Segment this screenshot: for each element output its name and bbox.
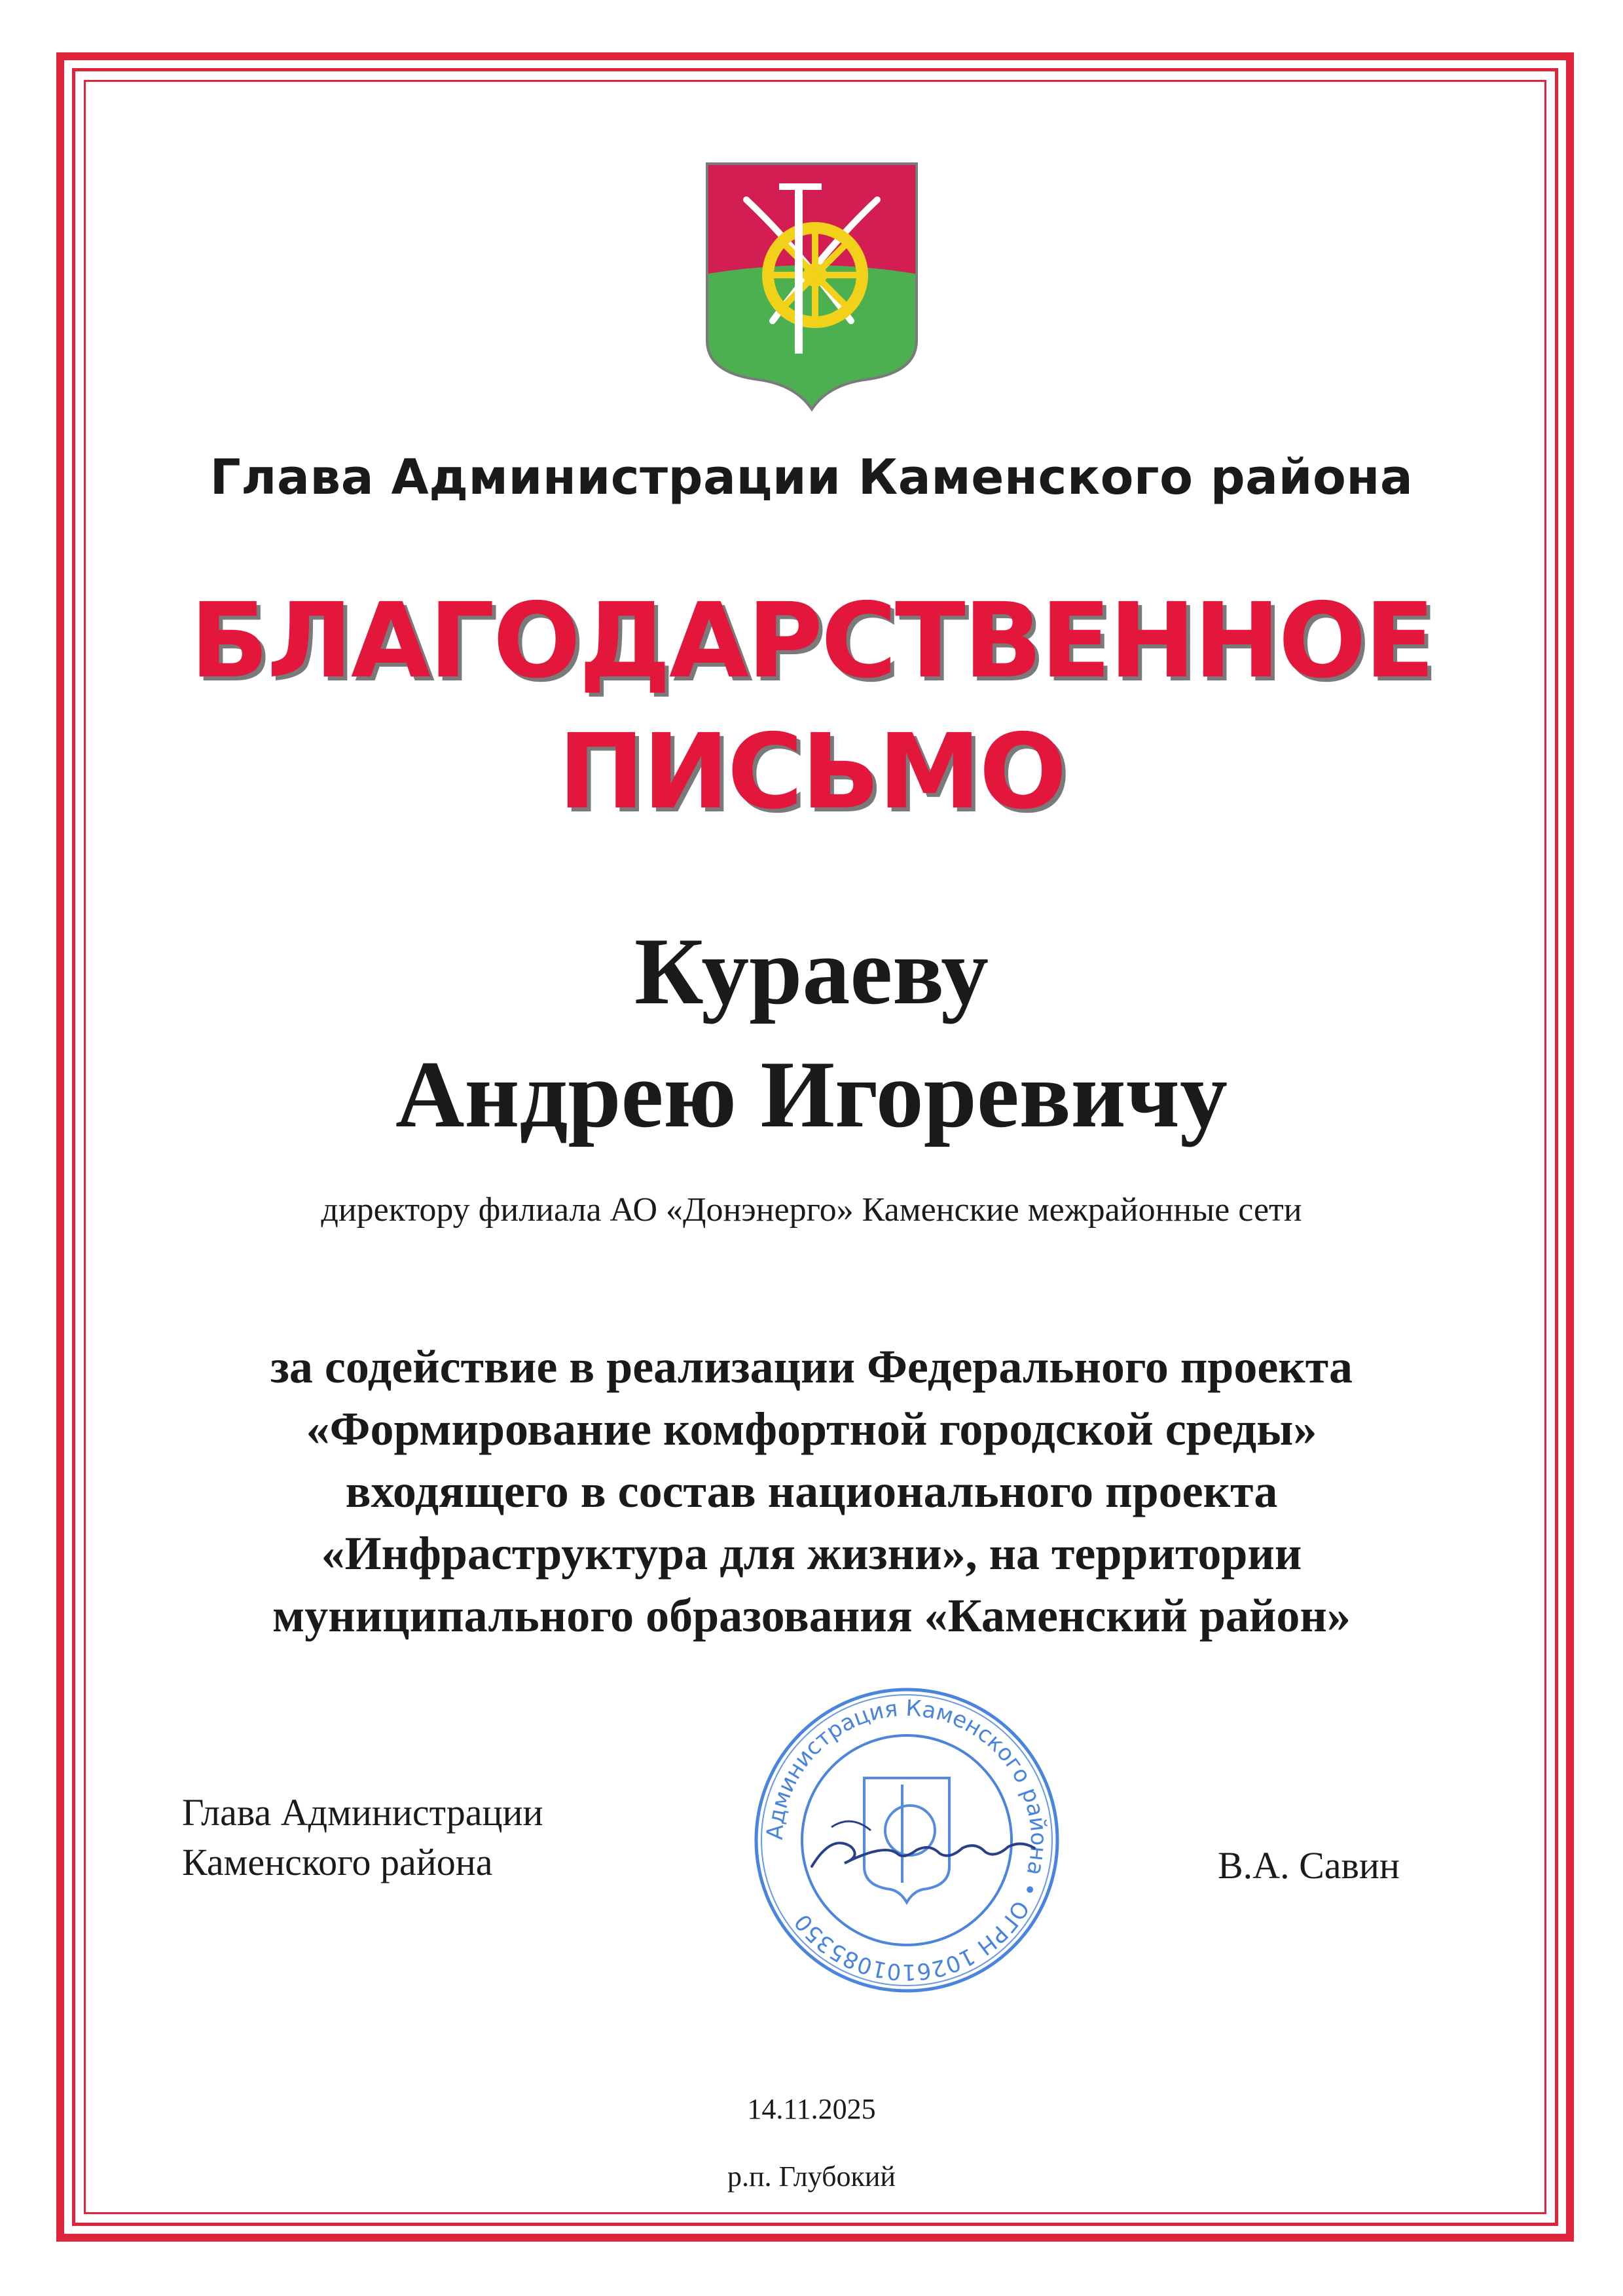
recipient-surname: Кураеву bbox=[634, 918, 989, 1024]
signatory-position-line2: Каменского района bbox=[182, 1841, 493, 1883]
document-date: 14.11.2025 bbox=[747, 2093, 876, 2125]
reason-line: за содействие в реализации Федерального проекта bbox=[270, 1341, 1353, 1393]
coat-of-arms-icon bbox=[701, 157, 923, 413]
handwritten-signature bbox=[805, 1807, 1041, 1886]
stamp-text: Администрация Каменского района • ОГРН 1026101085350 bbox=[761, 1695, 1052, 1986]
reason-line: «Инфраструктура для жизни», на территории bbox=[321, 1527, 1302, 1580]
signatory-position-line1: Глава Администрации bbox=[182, 1791, 543, 1834]
signatory-name: В.А. Савин bbox=[1218, 1844, 1400, 1887]
recipient-position: директору филиала АО «Донэнерго» Каменские межрайонные сети bbox=[321, 1191, 1302, 1229]
reason-text bbox=[98, 1336, 1525, 1647]
signatory-position bbox=[182, 1788, 543, 1887]
issuer-title: Глава Администрации Каменского района bbox=[210, 449, 1413, 506]
reason-line: «Формирование комфортной городской среды» bbox=[306, 1403, 1317, 1455]
document-place: р.п. Глубокий bbox=[727, 2160, 896, 2193]
reason-line: входящего в состав национального проекта bbox=[345, 1465, 1278, 1517]
document-title-line1: БЛАГОДАРСТВЕННОЕ bbox=[190, 581, 1433, 701]
document-title-line2: ПИСЬМО bbox=[558, 712, 1065, 832]
recipient-given-names: Андрею Игоревичу bbox=[395, 1041, 1228, 1147]
reason-line: муниципального образования «Каменский район» bbox=[272, 1589, 1351, 1642]
